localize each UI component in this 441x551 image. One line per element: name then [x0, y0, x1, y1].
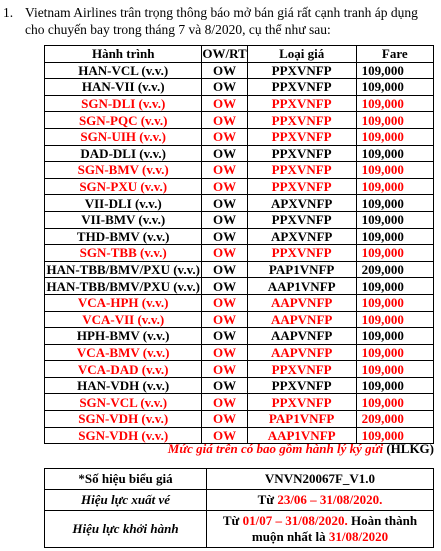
header-fare: Fare [356, 46, 433, 63]
intro-line-2: cho chuyến bay trong tháng 7 và 8/2020, cụ thể như sau: [25, 22, 331, 37]
travel-prefix: Từ [222, 513, 243, 528]
ticketing-prefix: Từ [257, 492, 278, 507]
fare-cell: 109,000 [356, 128, 433, 145]
fare-cell: 209,000 [356, 411, 433, 428]
owrt-cell: OW [202, 394, 247, 411]
route-cell: HAN-TBB/BMV/PXU (v.v.) [46, 278, 200, 294]
fare-row [45, 178, 434, 195]
owrt-cell: OW [202, 377, 247, 394]
owrt-cell: OW [202, 361, 247, 378]
owrt-cell: OW [202, 211, 247, 228]
fare-row [45, 411, 434, 428]
owrt-cell: OW [202, 328, 247, 345]
route-cell: SGN-TBB (v.v.) [45, 245, 202, 262]
owrt-cell: OW [202, 261, 247, 278]
fare-type-cell: PPXVNFP [247, 211, 356, 228]
fare-table-header [45, 46, 434, 63]
fare-type-cell: PPXVNFP [247, 162, 356, 179]
fare-type-cell: APXVNFP [247, 228, 356, 245]
owrt-cell: OW [202, 228, 247, 245]
owrt-cell: OW [202, 427, 247, 444]
travel-validity-value [207, 511, 434, 548]
fare-row [45, 95, 434, 112]
fare-cell: 109,000 [356, 145, 433, 162]
fare-cell: 109,000 [356, 377, 433, 394]
fare-row [45, 62, 434, 79]
intro-paragraph [3, 4, 433, 38]
owrt-cell: OW [202, 411, 247, 428]
fare-type-cell: PPXVNFP [247, 145, 356, 162]
fare-type-cell: PAP1VNFP [247, 411, 356, 428]
owrt-cell: OW [202, 344, 247, 361]
fare-code-label: *Số hiệu biểu giá [45, 469, 207, 490]
fare-row [45, 394, 434, 411]
fare-type-cell: PPXVNFP [247, 95, 356, 112]
route-cell: HAN-VDH (v.v.) [45, 377, 202, 394]
fare-row [45, 377, 434, 394]
route-cell: SGN-BMV (v.v.) [45, 162, 202, 179]
fare-type-cell: AAPVNFP [247, 344, 356, 361]
owrt-cell: OW [202, 128, 247, 145]
route-cell: HAN-TBB/BMV/PXU (v.v.) [46, 262, 200, 278]
fare-cell: 109,000 [356, 328, 433, 345]
route-cell: SGN-PXU (v.v.) [45, 178, 202, 195]
travel-end-date: 31/08/2020 [328, 529, 389, 544]
fare-row [45, 245, 434, 262]
fare-type-cell: PPXVNFP [247, 377, 356, 394]
fare-cell: 109,000 [356, 162, 433, 179]
route-cell: HAN-VCL (v.v.) [45, 62, 202, 79]
fare-row [45, 79, 434, 96]
fare-cell: 109,000 [356, 228, 433, 245]
fare-cell: 109,000 [356, 195, 433, 212]
owrt-cell: OW [202, 162, 247, 179]
fare-type-cell: PAP1VNFP [247, 261, 356, 278]
route-cell: DAD-DLI (v.v.) [45, 145, 202, 162]
travel-dates: 01/07 – 31/08/2020. [242, 513, 348, 528]
route-cell: SGN-VDH (v.v.) [45, 427, 202, 444]
fare-type-cell: PPXVNFP [247, 394, 356, 411]
fare-type-cell: PPXVNFP [247, 79, 356, 96]
route-cell: VCA-VII (v.v.) [45, 311, 202, 328]
fare-cell: 109,000 [356, 95, 433, 112]
route-cell: SGN-DLI (v.v.) [45, 95, 202, 112]
fare-row [45, 112, 434, 129]
intro-line-1: Vietnam Airlines trân trọng thông báo mở bán giá rất cạnh tranh áp dụng [25, 5, 418, 20]
fare-table [44, 45, 434, 444]
route-cell: VII-DLI (v.v.) [45, 195, 202, 212]
fare-row [45, 145, 434, 162]
route-cell: SGN-PQC (v.v.) [45, 112, 202, 129]
fare-type-cell: PPXVNFP [247, 128, 356, 145]
route-cell: SGN-VCL (v.v.) [45, 394, 202, 411]
ticketing-validity-value [207, 490, 434, 511]
route-cell: VCA-BMV (v.v.) [45, 344, 202, 361]
baggage-note-text: Mức giá trên có bao gồm hành lý ký gửi [167, 441, 384, 456]
list-number: 1. [3, 5, 14, 20]
fare-type-cell: PPXVNFP [247, 361, 356, 378]
fare-row [45, 228, 434, 245]
fare-type-cell: PPXVNFP [247, 112, 356, 129]
fare-cell: 109,000 [356, 211, 433, 228]
route-cell: SGN-UIH (v.v.) [45, 128, 202, 145]
fare-code-value: VNVN20067F_V1.0 [207, 469, 434, 490]
fare-cell: 109,000 [356, 294, 433, 311]
owrt-cell: OW [202, 62, 247, 79]
owrt-cell: OW [202, 79, 247, 96]
owrt-cell: OW [202, 195, 247, 212]
owrt-cell: OW [202, 112, 247, 129]
header-fare-type: Loại giá [247, 46, 356, 63]
owrt-cell: OW [202, 95, 247, 112]
fare-type-cell: PPXVNFP [247, 62, 356, 79]
fare-row [45, 211, 434, 228]
fare-row [45, 311, 434, 328]
owrt-cell: OW [202, 294, 247, 311]
owrt-cell: OW [202, 311, 247, 328]
owrt-cell: OW [202, 278, 247, 295]
fare-cell: 109,000 [356, 245, 433, 262]
fare-type-cell: AAPVNFP [247, 311, 356, 328]
header-owrt: OW/RT [202, 46, 247, 62]
owrt-cell: OW [202, 245, 247, 262]
fare-type-cell: AAP1VNFP [247, 427, 356, 444]
route-cell: VCA-HPH (v.v.) [45, 294, 202, 311]
fare-row [45, 328, 434, 345]
fare-cell: 209,000 [356, 261, 433, 278]
ticketing-validity-label: Hiệu lực xuất vé [45, 490, 207, 511]
fare-info-table [44, 468, 434, 548]
route-cell: VCA-DAD (v.v.) [45, 361, 202, 378]
fare-cell: 109,000 [356, 427, 433, 444]
owrt-cell: OW [202, 145, 247, 162]
fare-cell: 109,000 [356, 344, 433, 361]
fare-row [45, 361, 434, 378]
info-row-ticketing [45, 490, 434, 511]
fare-type-cell: PPXVNFP [247, 245, 356, 262]
fare-cell: 109,000 [356, 62, 433, 79]
fare-cell: 109,000 [356, 394, 433, 411]
fare-row [45, 261, 434, 278]
info-row-code [45, 469, 434, 490]
travel-validity-label: Hiệu lực khởi hành [45, 511, 207, 548]
fare-cell: 109,000 [356, 311, 433, 328]
owrt-cell: OW [202, 178, 247, 195]
fare-cell: 109,000 [356, 278, 433, 295]
route-cell: VII-BMV (v.v.) [45, 211, 202, 228]
travel-complete-text: Hoàn thành muộn nhất là [251, 513, 418, 544]
fare-type-cell: AAPVNFP [247, 294, 356, 311]
fare-cell: 109,000 [356, 178, 433, 195]
route-cell: THD-BMV (v.v.) [45, 228, 202, 245]
route-cell: HPH-BMV (v.v.) [45, 328, 202, 345]
fare-cell: 109,000 [356, 79, 433, 96]
fare-type-cell: AAP1VNFP [247, 278, 356, 295]
fare-type-cell: APXVNFP [247, 195, 356, 212]
baggage-note-suffix: (HLKG) [383, 441, 434, 456]
fare-cell: 109,000 [356, 112, 433, 129]
fare-cell: 109,000 [356, 361, 433, 378]
fare-type-cell: AAPVNFP [247, 328, 356, 345]
fare-type-cell: PPXVNFP [247, 178, 356, 195]
fare-row [45, 344, 434, 361]
ticketing-dates: 23/06 – 31/08/2020. [277, 492, 383, 507]
fare-row [45, 278, 434, 295]
route-cell: HAN-VII (v.v.) [45, 79, 202, 96]
info-row-travel [45, 511, 434, 548]
fare-row [45, 294, 434, 311]
header-route: Hành trình [45, 46, 202, 63]
fare-row [45, 128, 434, 145]
fare-row [45, 195, 434, 212]
route-cell: SGN-VDH (v.v.) [45, 411, 202, 428]
fare-row [45, 162, 434, 179]
baggage-note [0, 441, 434, 457]
